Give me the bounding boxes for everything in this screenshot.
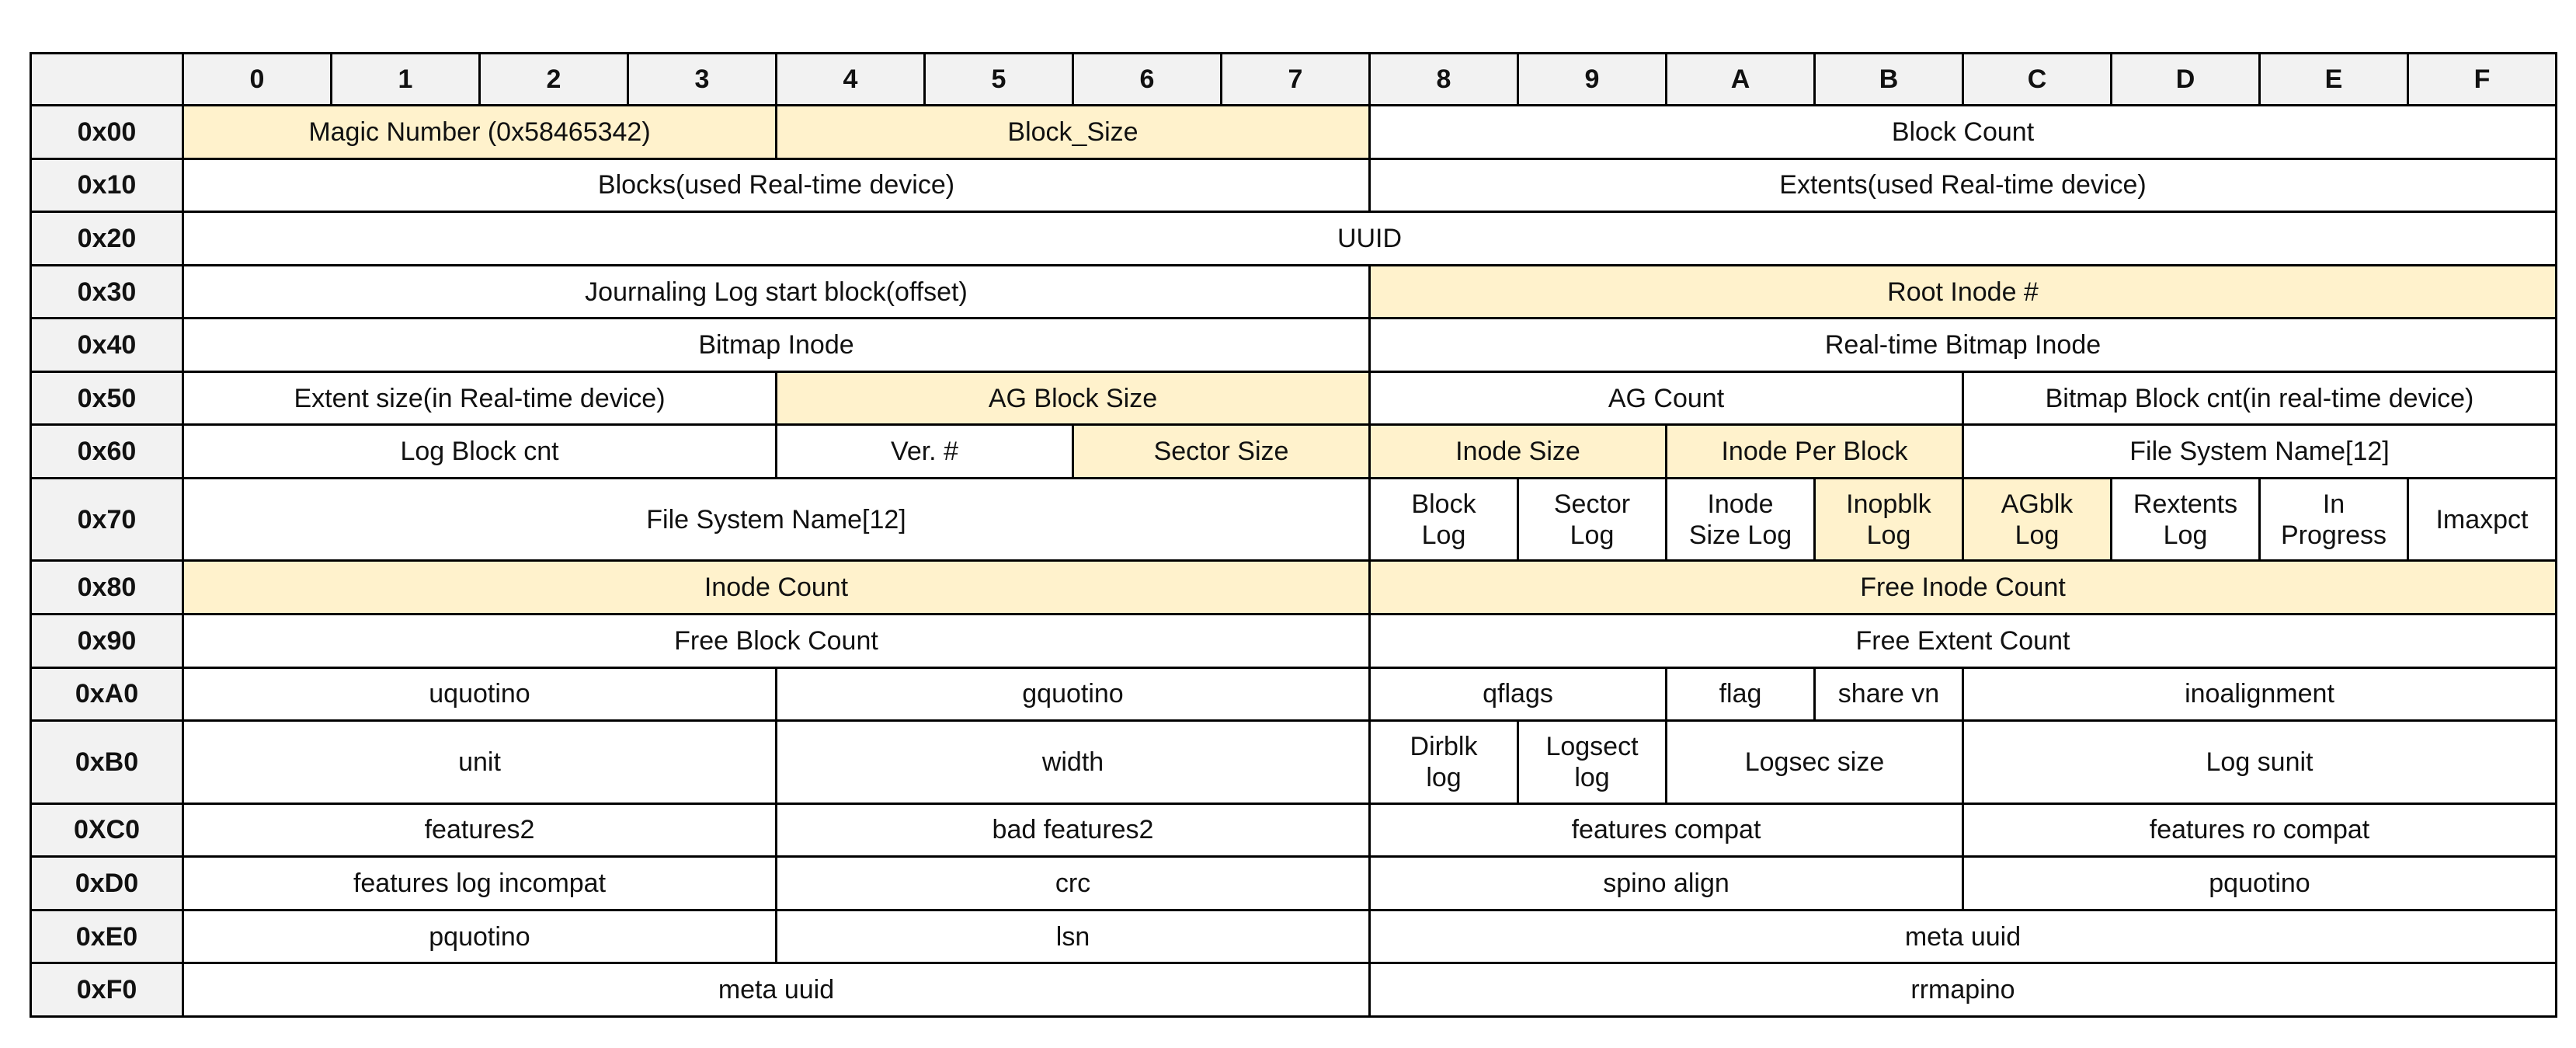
- field-cell: [183, 479, 1370, 561]
- field-cell: [1963, 479, 2112, 561]
- table-row: [31, 479, 2557, 561]
- field-label: crc: [1055, 869, 1091, 899]
- field-cell: [183, 319, 1370, 372]
- field-label: meta uuid: [1904, 921, 2022, 952]
- field-cell: [1963, 371, 2557, 425]
- field-cell: [183, 265, 1370, 319]
- field-label: Free Block Count: [674, 625, 878, 656]
- row-offset-label: 0x00: [31, 106, 183, 159]
- field-label: Block_Size: [1007, 117, 1139, 147]
- table-row: [31, 803, 2557, 857]
- table-row: [31, 425, 2557, 479]
- field-cell: [1370, 265, 2557, 319]
- field-label: rrmapino: [1910, 975, 2015, 1005]
- field-label: features ro compat: [2149, 815, 2370, 845]
- field-cell: [183, 561, 1370, 615]
- field-label: Bitmap Block cnt(in real-time device): [2045, 383, 2474, 413]
- field-cell: [1963, 721, 2557, 803]
- field-cell: [777, 425, 1073, 479]
- field-cell: [183, 615, 1370, 668]
- field-cell: [1370, 910, 2557, 963]
- field-label: uquotino: [429, 679, 530, 709]
- field-label: Block Log: [1411, 489, 1476, 550]
- field-label: Inopblk Log: [1846, 489, 1931, 550]
- field-label: Extents(used Real-time device): [1779, 170, 2147, 200]
- table-row: [31, 319, 2557, 372]
- field-cell: [1963, 803, 2557, 857]
- field-cell: [1370, 667, 1667, 721]
- field-label: Inode Per Block: [1721, 437, 1908, 467]
- field-label: File System Name[12]: [646, 504, 906, 534]
- field-cell: [183, 371, 777, 425]
- field-cell: [1518, 479, 1667, 561]
- table-row: [31, 963, 2557, 1017]
- field-cell: [1667, 479, 1815, 561]
- row-offset-label: 0x70: [31, 479, 183, 561]
- field-cell: [2112, 479, 2260, 561]
- field-label: Rextents Log: [2133, 489, 2238, 550]
- field-cell: [1370, 319, 2557, 372]
- column-header-A: A: [1667, 54, 1815, 106]
- field-cell: [183, 857, 777, 910]
- field-cell: [183, 667, 777, 721]
- field-cell: [1667, 667, 1815, 721]
- field-cell: [1518, 721, 1667, 803]
- field-label: lsn: [1055, 921, 1090, 952]
- table-row: [31, 857, 2557, 910]
- field-cell: [1370, 371, 1963, 425]
- column-header-5: 5: [925, 54, 1073, 106]
- field-label: share vn: [1837, 679, 1940, 709]
- field-label: Magic Number (0x58465342): [308, 117, 651, 147]
- field-cell: [1073, 425, 1370, 479]
- row-offset-label: 0x10: [31, 158, 183, 212]
- row-offset-label: 0xD0: [31, 857, 183, 910]
- field-label: spino align: [1603, 869, 1730, 899]
- row-offset-label: 0x40: [31, 319, 183, 372]
- field-cell: [183, 212, 2557, 266]
- field-cell: [1667, 425, 1963, 479]
- row-offset-label: 0xA0: [31, 667, 183, 721]
- field-label: Root Inode #: [1887, 277, 2039, 307]
- column-header-row: [31, 54, 2557, 106]
- row-offset-label: 0x60: [31, 425, 183, 479]
- column-header-6: 6: [1073, 54, 1222, 106]
- field-label: AGblk Log: [2001, 489, 2074, 550]
- field-cell: [1370, 479, 1518, 561]
- field-cell: [777, 857, 1370, 910]
- field-label: Free Inode Count: [1860, 573, 2066, 603]
- column-header-8: 8: [1370, 54, 1518, 106]
- field-cell: [1370, 561, 2557, 615]
- field-label: bad features2: [992, 815, 1154, 845]
- field-cell: [1370, 721, 1518, 803]
- field-label: Inode Count: [704, 573, 849, 603]
- field-label: Dirblk log: [1410, 731, 1478, 792]
- field-cell: [1370, 857, 1963, 910]
- field-cell: [183, 910, 777, 963]
- column-header-1: 1: [332, 54, 480, 106]
- field-cell: [1370, 158, 2557, 212]
- field-cell: [777, 721, 1370, 803]
- table-row: [31, 910, 2557, 963]
- field-cell: [1963, 857, 2557, 910]
- field-label: gquotino: [1022, 679, 1124, 709]
- column-header-4: 4: [777, 54, 925, 106]
- column-header-B: B: [1815, 54, 1963, 106]
- row-offset-label: 0xE0: [31, 910, 183, 963]
- column-header-7: 7: [1222, 54, 1370, 106]
- field-label: flag: [1719, 679, 1762, 709]
- field-label: features2: [424, 815, 535, 845]
- field-label: Blocks(used Real-time device): [597, 170, 955, 200]
- field-cell: [777, 803, 1370, 857]
- field-cell: [1370, 963, 2557, 1017]
- field-label: Extent size(in Real-time device): [294, 383, 666, 413]
- field-cell: [777, 106, 1370, 159]
- row-offset-label: 0x90: [31, 615, 183, 668]
- row-offset-label: 0x50: [31, 371, 183, 425]
- field-label: pquotino: [429, 921, 530, 952]
- field-label: Logsec size: [1744, 747, 1885, 777]
- table-row: [31, 106, 2557, 159]
- field-label: Journaling Log start block(offset): [585, 277, 968, 307]
- column-header-C: C: [1963, 54, 2112, 106]
- column-header-9: 9: [1518, 54, 1667, 106]
- field-cell: [1815, 479, 1963, 561]
- corner-cell: [31, 54, 183, 106]
- table-row: [31, 212, 2557, 266]
- table-row: [31, 158, 2557, 212]
- field-cell: [183, 106, 777, 159]
- field-cell: [1370, 803, 1963, 857]
- superblock-layout-table: [30, 52, 2557, 1018]
- field-label: Block Count: [1891, 117, 2035, 147]
- field-label: Log sunit: [2206, 747, 2314, 777]
- column-header-3: 3: [628, 54, 777, 106]
- column-header-0: 0: [183, 54, 332, 106]
- table-row: [31, 667, 2557, 721]
- field-cell: [777, 371, 1370, 425]
- field-label: Sector Log: [1553, 489, 1631, 550]
- field-cell: [1370, 615, 2557, 668]
- field-label: features log incompat: [353, 869, 607, 899]
- field-label: Inode Size: [1455, 437, 1580, 467]
- table-row: [31, 615, 2557, 668]
- field-label: Real-time Bitmap Inode: [1824, 330, 2101, 360]
- field-label: width: [1041, 747, 1104, 777]
- column-header-D: D: [2112, 54, 2260, 106]
- field-cell: [183, 963, 1370, 1017]
- field-label: AG Count: [1608, 383, 1725, 413]
- field-label: UUID: [1337, 223, 1403, 253]
- field-cell: [1370, 425, 1667, 479]
- field-label: meta uuid: [718, 975, 835, 1005]
- field-label: Inode Size Log: [1688, 489, 1792, 550]
- row-offset-label: 0x20: [31, 212, 183, 266]
- field-label: In Progress: [2280, 489, 2387, 550]
- table-row: [31, 371, 2557, 425]
- row-offset-label: 0xB0: [31, 721, 183, 803]
- field-cell: [1667, 721, 1963, 803]
- field-label: inoalignment: [2185, 679, 2334, 709]
- field-cell: [183, 158, 1370, 212]
- field-label: features compat: [1571, 815, 1761, 845]
- field-cell: [2260, 479, 2408, 561]
- field-label: Bitmap Inode: [698, 330, 854, 360]
- table-row: [31, 721, 2557, 803]
- field-label: Logsect log: [1545, 731, 1639, 792]
- field-label: unit: [458, 747, 501, 777]
- field-cell: [183, 425, 777, 479]
- field-label: Ver. #: [891, 437, 958, 467]
- field-cell: [1963, 667, 2557, 721]
- field-cell: [183, 721, 777, 803]
- field-cell: [777, 667, 1370, 721]
- field-label: Sector Size: [1153, 437, 1289, 467]
- row-offset-label: 0x30: [31, 265, 183, 319]
- row-offset-label: 0xF0: [31, 963, 183, 1017]
- table-row: [31, 561, 2557, 615]
- field-label: AG Block Size: [988, 383, 1158, 413]
- row-offset-label: 0XC0: [31, 803, 183, 857]
- field-label: Imaxpct: [2435, 504, 2529, 534]
- field-label: Free Extent Count: [1855, 625, 2070, 656]
- column-header-E: E: [2260, 54, 2408, 106]
- field-cell: [1815, 667, 1963, 721]
- field-label: qflags: [1483, 679, 1553, 709]
- field-cell: [2408, 479, 2557, 561]
- column-header-F: F: [2408, 54, 2557, 106]
- column-header-2: 2: [480, 54, 628, 106]
- row-offset-label: 0x80: [31, 561, 183, 615]
- field-label: pquotino: [2209, 869, 2310, 899]
- field-label: File System Name[12]: [2129, 437, 2390, 467]
- field-cell: [1963, 425, 2557, 479]
- table-body: [31, 106, 2557, 1017]
- field-cell: [777, 910, 1370, 963]
- field-cell: [183, 803, 777, 857]
- field-label: Log Block cnt: [400, 437, 559, 467]
- table-row: [31, 265, 2557, 319]
- field-cell: [1370, 106, 2557, 159]
